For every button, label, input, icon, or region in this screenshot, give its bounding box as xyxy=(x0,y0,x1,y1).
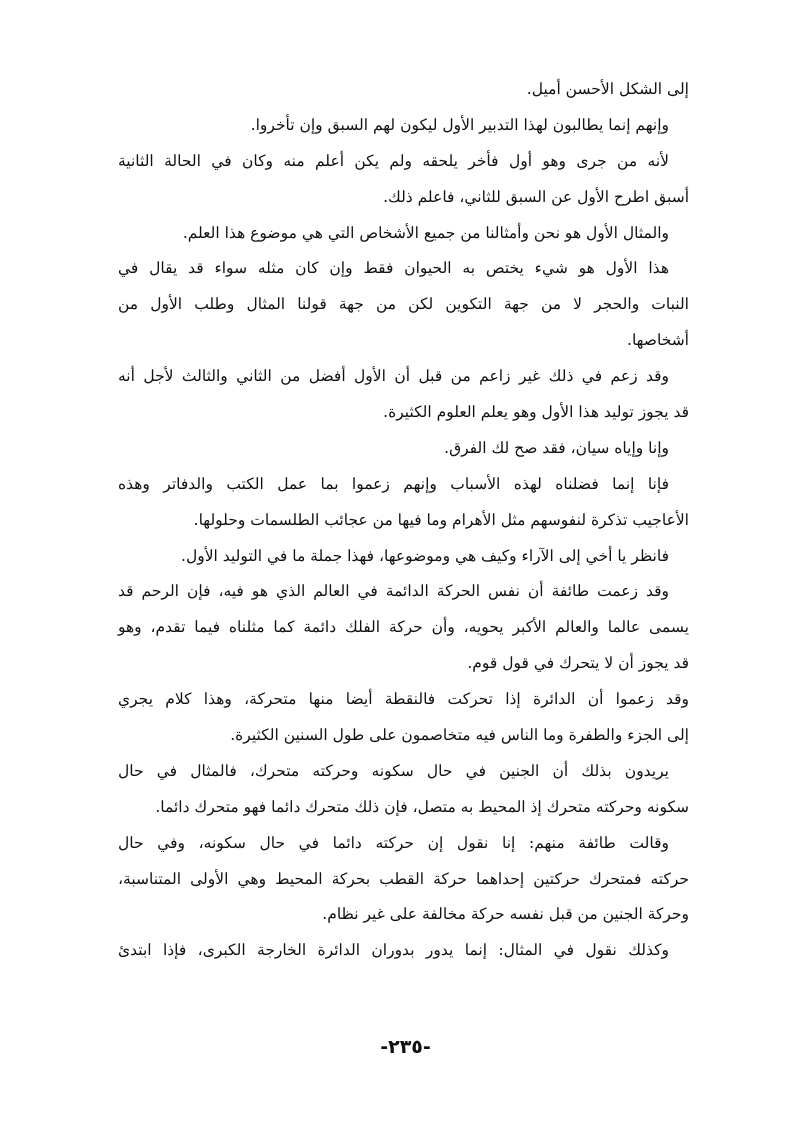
text-line: وحركة الجنين من قبل نفسه حركة مخالفة على غير نظام. xyxy=(322,905,689,924)
page-number: -٢٣٥- xyxy=(380,1036,431,1058)
text-line: وإنا وإياه سيان، فقد صح لك الفرق. xyxy=(444,438,669,457)
text-line: لأنه من جرى وهو أول فأخر يلحقه ولم يكن أعلم منه وكان في الحالة الثانية xyxy=(118,151,669,170)
text-line: قد يجوز أن لا يتحرك في قول قوم. xyxy=(467,654,689,673)
text-line: قد يجوز توليد هذا الأول وهو يعلم العلوم الكثيرة. xyxy=(383,403,689,422)
text-line: هذا الأول هو شيء يختص به الحيوان فقط وإن كان مثله سواء قد يقال في xyxy=(118,259,669,278)
text-line: إلى الجزء والطفرة وما الناس فيه متخاصمون على طول السنين الكثيرة. xyxy=(230,726,689,745)
text-line: فإنا إنما فضلناه لهذه الأسباب وإنهم زعموا بما عمل الكتب والدفاتر وهذه xyxy=(118,474,669,493)
text-line: الأعاجيب تذكرة لنفوسهم مثل الأهرام وما فيها من عجائب الطلسمات وحلولها. xyxy=(193,510,689,529)
body-text xyxy=(118,72,689,969)
text-line: فانظر يا أخي إلى الآراء وكيف هي وموضوعها، فهذا جملة ما في التوليد الأول. xyxy=(181,546,669,565)
text-line: والمثال الأول هو نحن وأمثالنا من جميع الأشخاص التي هي موضوع هذا العلم. xyxy=(182,223,669,242)
text-line: وقد زعمت طائفة أن نفس الحركة الدائمة في العالم الذي هو فيه، فإن الرحم قد xyxy=(118,582,669,601)
text-line: وكذلك نقول في المثال: إنما يدور بدوران الدائرة الخارجة الكبرى، فإذا ابتدئ xyxy=(118,941,669,960)
text-line: أشخاصها. xyxy=(627,331,689,350)
text-line: وقالت طائفة منهم: إنا نقول إن حركته دائما في حال سكونه، وفي حال xyxy=(118,833,669,852)
text-line: وإنهم إنما يطالبون لهذا التدبير الأول ليكون لهم السبق وإن تأخروا. xyxy=(250,115,669,134)
text-line: وقد زعم في ذلك غير زاعم من قبل أن الأول أفضل من الثاني والثالث لأجل أنه xyxy=(118,367,669,386)
text-line: سكونه وحركته متحرك إذ المحيط به متصل، فإن ذلك متحرك دائما فهو متحرك دائما. xyxy=(155,797,689,816)
text-line: النبات والحجر لا من جهة التكوين لكن من جهة قولنا المثال وطلب الأول من xyxy=(118,295,689,314)
text-line: إلى الشكل الأحسن أميل. xyxy=(526,80,689,98)
text-line: أسبق اطرح الأول عن السبق للثاني، فاعلم ذلك. xyxy=(383,187,689,206)
text-line: يريدون بذلك أن الجنين في حال سكونه وحركته متحرك، فالمثال في حال xyxy=(118,761,669,780)
text-line: حركته فمتحرك حركتين إحداهما حركة القطب بحركة المحيط وهي الأولى المتناسبة، xyxy=(118,869,689,888)
text-line: وقد زعموا أن الدائرة إذا تحركت فالنقطة أيضا منها متحركة، وهذا كلام يجري xyxy=(118,690,689,709)
text-line: يسمى عالما والعالم الأكبر يحويه، وأن حركة الفلك دائمة كما مثلناه فيما تقدم، وهو xyxy=(118,618,689,637)
